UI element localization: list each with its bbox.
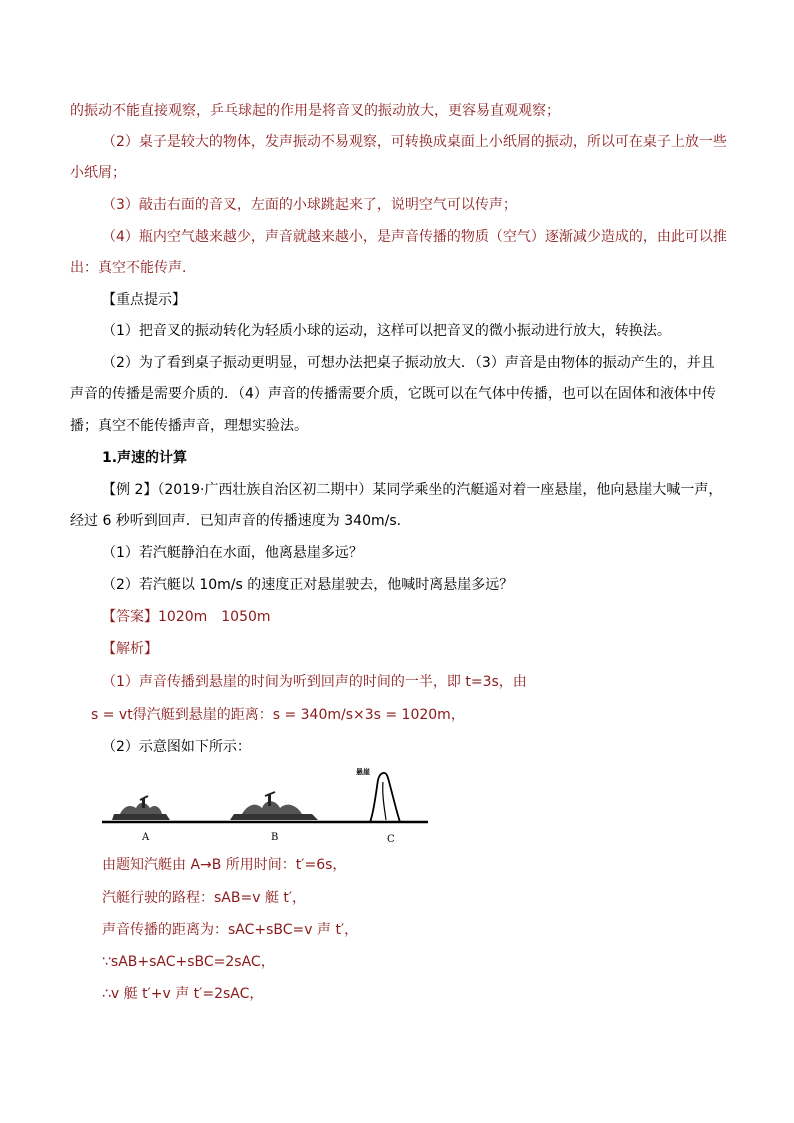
point-c-label: C [387,834,395,845]
text-line-2: （2）桌子是较大的物体，发声振动不易观察，可转换成桌面上小纸屑的振动，所以可在桌子上放一些 [102,134,727,150]
text-line-8: （1）把音叉的振动转化为轻质小球的运动，这样可以把音叉的微小振动进行放大，转换法。 [102,323,671,339]
answer-line: 【答案】1020m 1050m [102,609,271,625]
cliff-icon [370,773,400,822]
text-line-10: 声音的传播是需要介质的．（4）声音的传播需要介质，它既可以在气体中传播，也可以在固体和液体中传 [70,386,716,402]
section-heading-sound-speed: 1.声速的计算 [102,450,188,466]
text-line-4: （3）敲击右面的音叉，左面的小球跳起来了，说明空气可以传声； [102,197,517,213]
diagram-svg [100,762,430,852]
text-line-23: 汽艇行驶的路程：sAB=v 艇 t′， [102,890,307,906]
text-line-1: 的振动不能直接观察，乒乓球起的作用是将音叉的振动放大，更容易直观观察； [70,103,560,119]
text-line-25: ∵sAB+sAC+sBC=2sAC， [102,954,275,970]
boat-a-icon [112,796,170,820]
text-line-26: ∴v 艇 t′+v 声 t′=2sAC， [102,986,264,1002]
text-line-5: （4）瓶内空气越来越少，声音就越来越小，是声音传播的物质（空气）逐渐减少造成的，由此可以推 [102,229,727,245]
text-line-14: 经过 6 秒听到回声．已知声音的传播速度为 340m/s. [70,513,402,529]
text-line-11: 播；真空不能传播声音，理想实验法。 [70,418,308,434]
text-line-24: 声音传播的距离为：sAC+sBC=v 声 t′， [102,922,359,938]
text-line-20: s = vt得汽艇到悬崖的距离：s = 340m/s×3s = 1020m， [91,707,465,723]
boat-cliff-diagram [100,762,430,852]
text-line-6: 出：真空不能传声． [70,260,196,276]
analysis-heading: 【解析】 [102,641,158,657]
section-heading-tips: 【重点提示】 [102,292,186,308]
text-line-21: （2）示意图如下所示： [102,739,251,755]
point-a-label: A [142,832,150,843]
point-b-label: B [271,832,279,843]
text-line-9: （2）为了看到桌子振动更明显，可想办法把桌子振动放大．（3）声音是由物体的振动产生的，并且 [102,355,715,371]
text-line-22: 由题知汽艇由 A→B 所用时间：t′=6s， [102,857,347,873]
boat-b-icon [230,792,318,820]
example-question: 【例 2】（2019·广西壮族自治区初二期中）某同学乘坐的汽艇遥对着一座悬崖，他向悬崖大喊一声， [102,482,723,498]
text-line-3: 小纸屑； [70,165,126,181]
cliff-label: 悬崖 [356,768,370,776]
sub-question-2: （2）若汽艇以 10m/s 的速度正对悬崖驶去，他喊时离悬崖多远？ [102,577,514,593]
text-line-19: （1）声音传播到悬崖的时间为听到回声的时间的一半，即 t=3s，由 [102,674,527,690]
sub-question-1: （1）若汽艇静泊在水面，他离悬崖多远？ [102,545,363,561]
